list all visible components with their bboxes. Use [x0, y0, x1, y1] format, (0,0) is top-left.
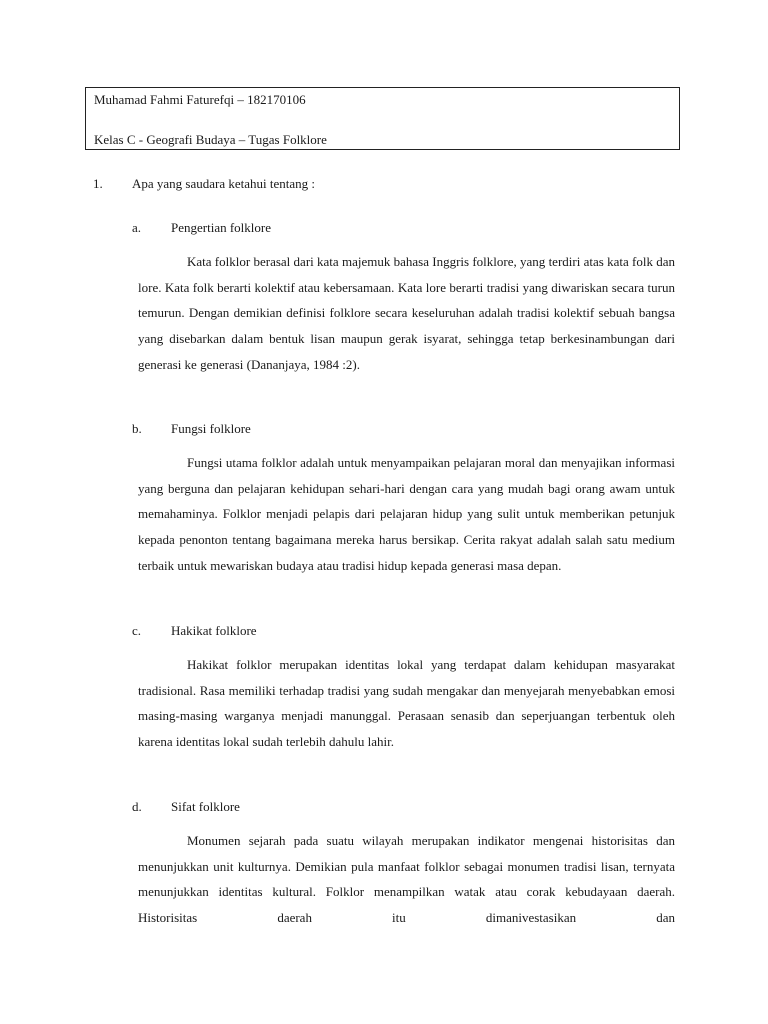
- section-b-paragraph: Fungsi utama folklor adalah untuk menyampaikan pelajaran moral dan menyajikan informasi yang berguna dan pelajaran kehidupan sehari-hari dengan cara yang mudah bagi orang awam untuk memahaminya. Folklor menjadi pelapis dari pelajaran hidup yang sulit untuk memberikan petunjuk kepada penonton tentang bagaimana mereka harus bersikap. Cerita rakyat adalah salah satu medium terbaik untuk mewariskan budaya atau tradisi hidup kepada generasi masa depan.: [138, 455, 675, 573]
- section-d-letter: d.: [132, 799, 142, 814]
- section-b-title: Fungsi folklore: [171, 421, 251, 436]
- section-a-letter: a.: [132, 220, 142, 235]
- section-c-title: Hakikat folklore: [171, 623, 257, 638]
- section-a-paragraph: Kata folklor berasal dari kata majemuk bahasa Inggris folklore, yang terdiri atas kata folk dan lore. Kata folk berarti kolektif atau kebersamaan. Kata lore berarti tradisi yang diwariskan secara turun temurun. Dengan demikian definisi folklore secara keseluruhan adalah tradisi kolektif sebuah bangsa yang disebarkan dalam bentuk lisan maupun gerak isyarat, sehingga tetap berkesinambungan dari generasi ke generasi (Dananjaya, 1984 :2).: [138, 254, 675, 372]
- student-name-line: Muhamad Fahmi Faturefqi – 182170106: [94, 92, 306, 107]
- section-c-paragraph: Hakikat folklor merupakan identitas lokal yang terdapat dalam kehidupan masyarakat tradisional. Rasa memiliki terhadap tradisi yang sudah mengakar dan menyejarah menyebabkan emosi masing-masing warganya menjadi manunggal. Perasaan senasib dan seperjuangan terbentuk oleh karena identitas lokal sudah terlebih dahulu lahir.: [138, 657, 675, 750]
- section-b-letter: b.: [132, 421, 142, 436]
- section-d-paragraph: Monumen sejarah pada suatu wilayah merupakan indikator mengenai historisitas dan menunjukkan unit kulturnya. Demikian pula manfaat folklor sebagai monumen tradisi lisan, ternyata menunjukkan identitas kultural. Folklor menampilkan watak atau corak kebudayaan daerah. Historisitas daerah itu dimanivestasikan dan: [138, 833, 675, 926]
- section-c-letter: c.: [132, 623, 142, 638]
- header-box: [85, 87, 680, 150]
- section-a-title: Pengertian folklore: [171, 220, 271, 235]
- question-text: Apa yang saudara ketahui tentang :: [132, 176, 316, 191]
- section-d-title: Sifat folklore: [171, 799, 240, 814]
- class-assignment-line: Kelas C - Geografi Budaya – Tugas Folklore: [94, 132, 327, 147]
- question-number: 1.: [93, 176, 103, 191]
